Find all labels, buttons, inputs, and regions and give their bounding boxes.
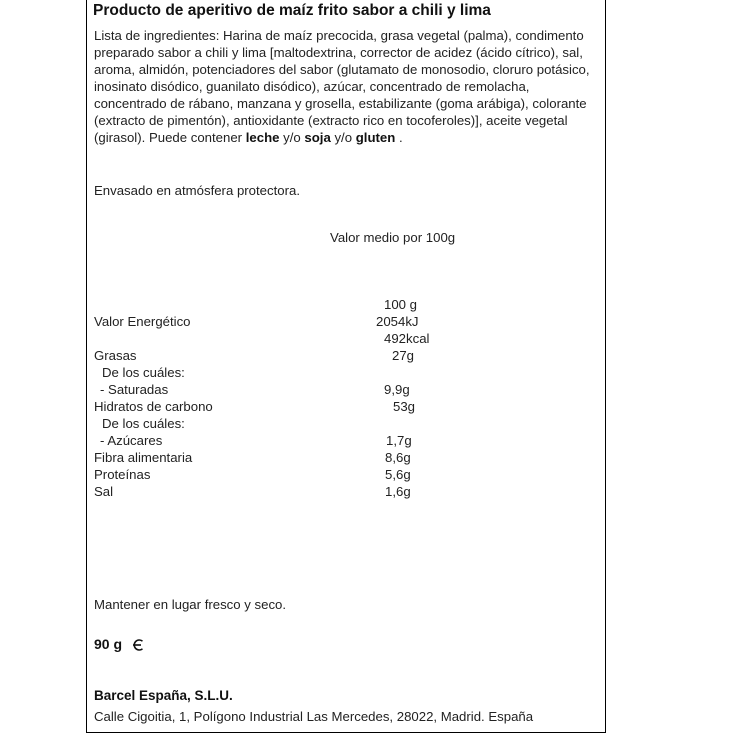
table-row <box>94 466 594 483</box>
packaging-note: Envasado en atmósfera protectora. <box>94 183 300 198</box>
allergen-gluten: gluten <box>355 130 396 145</box>
nutrition-column-header: 100 g <box>384 297 418 312</box>
table-row <box>94 381 594 398</box>
nutrient-value: 53g <box>393 399 416 414</box>
table-row <box>94 449 594 466</box>
nutrient-value: 27g <box>392 348 415 363</box>
table-row <box>94 398 594 415</box>
nutrient-value: 492kcal <box>384 331 430 346</box>
table-row <box>94 483 594 500</box>
ingredients-text: Lista de ingredientes: Harina de maíz precocida, grasa vegetal (palma), condimento preparado sabor a chili y lima [maltodextrina, corrector de acidez (ácido cítrico), sal, aroma, almidón, potenciadores del sabor (glutamato de monosodio, cloruro potásico, inosinato disódico, guanilato disódico), azúcar, concentrado de remolacha, concentrado de rábano, manzana y grosella, estabilizante (goma arábiga), colorante (extracto de pimentón), antioxidante (extracto rico en tocoferoles)], aceite vegetal (girasol). Puede contener <box>94 28 590 145</box>
ingredients-list <box>94 27 602 146</box>
net-weight: 90 g <box>94 636 123 652</box>
storage-instructions: Mantener en lugar fresco y seco. <box>94 597 287 612</box>
nutrient-value: 9,9g <box>384 382 410 397</box>
nutrient-label: Proteínas <box>94 467 151 482</box>
nutrient-label: Sal <box>94 484 114 499</box>
product-title: Producto de aperitivo de maíz frito sabor a chili y lima <box>93 2 491 19</box>
allergen-milk: leche <box>245 130 280 145</box>
nutrient-label: Hidratos de carbono <box>94 399 213 414</box>
nutrient-value: 1,7g <box>386 433 412 448</box>
table-row <box>94 364 594 381</box>
estimated-sign-icon <box>131 636 145 654</box>
ingredients-end: . <box>395 130 403 145</box>
table-row <box>94 313 594 330</box>
nutrient-sublabel: De los cuáles: <box>102 365 185 380</box>
ingredients-connector: y/o <box>330 130 356 145</box>
allergen-soy: soja <box>304 130 331 145</box>
nutrient-value: 2054kJ <box>376 314 419 329</box>
nutrient-value: 1,6g <box>385 484 411 499</box>
table-row <box>94 432 594 449</box>
nutrition-column-header-row <box>94 296 594 313</box>
nutrient-label: Valor Energético <box>94 314 191 329</box>
nutrient-value: 8,6g <box>385 450 411 465</box>
nutrient-label: Grasas <box>94 348 137 363</box>
table-row <box>94 347 594 364</box>
nutrient-value: 5,6g <box>385 467 411 482</box>
company-address: Calle Cigoitia, 1, Polígono Industrial Las Mercedes, 28022, Madrid. España <box>94 709 534 724</box>
ingredients-connector: y/o <box>279 130 305 145</box>
table-row <box>94 415 594 432</box>
company-name: Barcel España, S.L.U. <box>94 688 233 703</box>
table-row <box>94 330 594 347</box>
nutrient-label: Fibra alimentaria <box>94 450 193 465</box>
nutrient-label: - Azúcares <box>100 433 163 448</box>
nutrient-label: - Saturadas <box>100 382 169 397</box>
nutrient-sublabel: De los cuáles: <box>102 416 185 431</box>
nutrition-header: Valor medio por 100g <box>330 230 456 245</box>
